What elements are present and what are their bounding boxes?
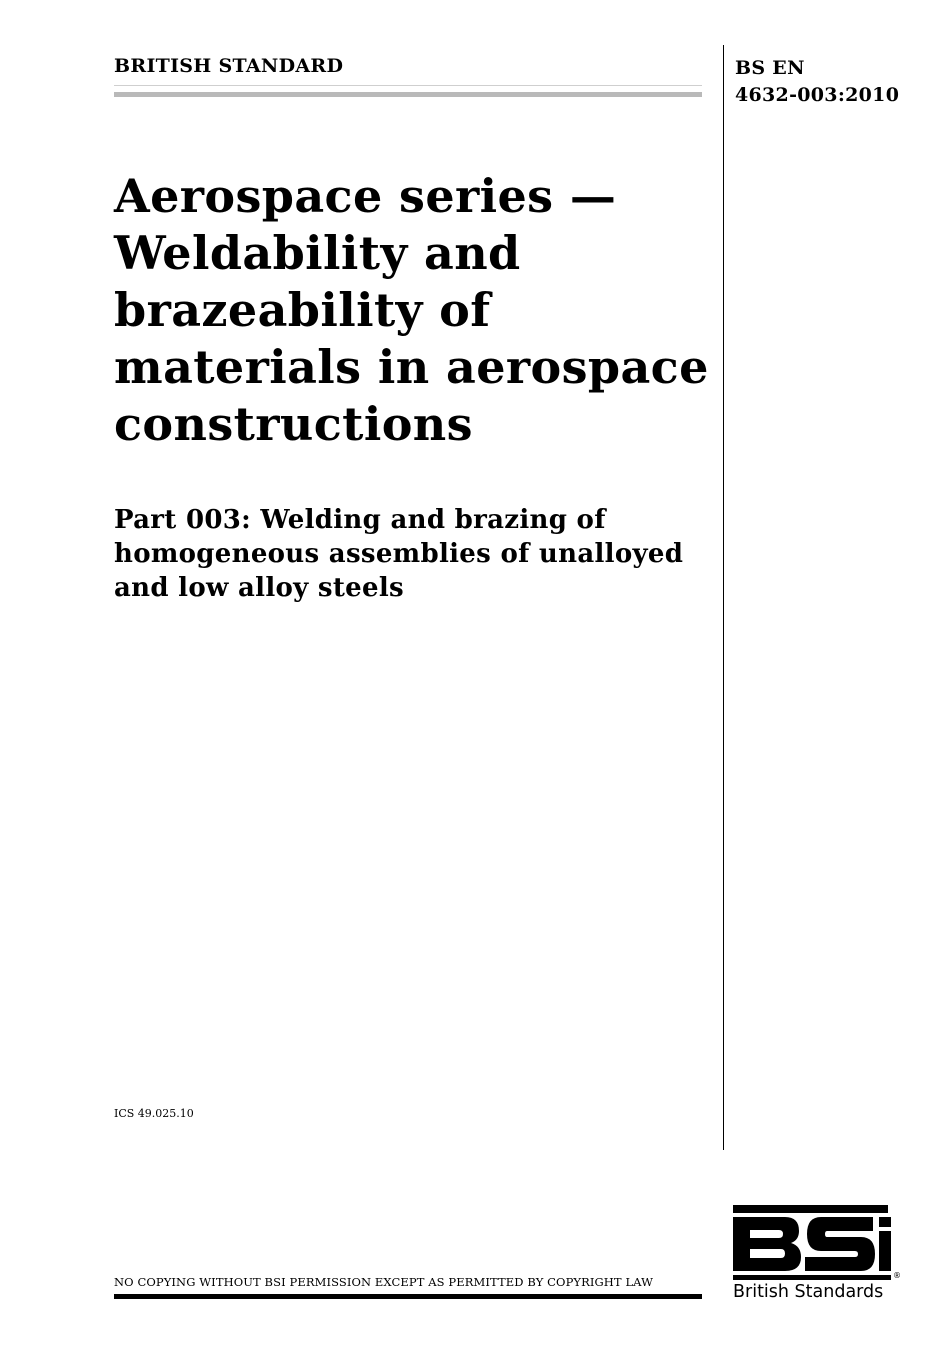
- ics-code: ICS 49.025.10: [114, 1107, 194, 1120]
- logo-caption: British Standards: [733, 1282, 884, 1302]
- bsi-logo-mark-icon: [733, 1205, 901, 1280]
- designation-line-2: 4632-003:2010: [735, 84, 900, 106]
- main-title: Aerospace series — Weldability and brazeability of materials in aerospace constructions: [114, 169, 709, 451]
- registered-mark: ®: [893, 1271, 901, 1280]
- copyright-notice: NO COPYING WITHOUT BSI PERMISSION EXCEPT AS PERMITTED BY COPYRIGHT LAW: [114, 1275, 654, 1289]
- designation-line-1: BS EN: [735, 57, 805, 79]
- part-title: Part 003: Welding and brazing of homogeneous assemblies of unalloyed and low alloy steels: [114, 505, 684, 603]
- header-rule-thick: [114, 92, 702, 97]
- header-rule-thin: [114, 85, 702, 86]
- vertical-divider: [723, 45, 724, 1150]
- document-type-label: BRITISH STANDARD: [114, 55, 344, 77]
- standard-designation: [735, 55, 899, 109]
- bsi-logo: [733, 1205, 901, 1305]
- footer-rule: [114, 1294, 702, 1299]
